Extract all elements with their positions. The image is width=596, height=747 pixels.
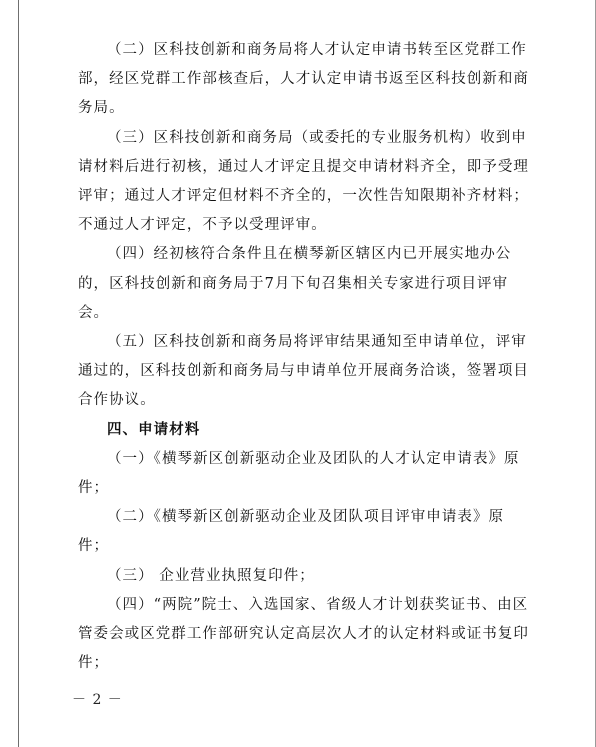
paragraph-3: （三）区科技创新和商务局（或委托的专业服务机构）收到申请材料后进行初核，通过人才评定且提交申请材料齐全，即予受理评审；通过人才评定但材料不齐全的，一次性告知限期补齐材料；不通过人才评定，不予以受理评审。 — [78, 129, 529, 234]
paragraph-4: （四）经初核符合条件且在横琴新区辖区内已开展实地办公的，区科技创新和商务局于7月下旬召集相关专家进行项目评审会。 — [78, 246, 512, 321]
material-item-2: （二）《横琴新区创新驱动企业及团队项目评审申请表》原件； — [78, 509, 505, 555]
paragraph-5: （五）区科技创新和商务局将评审结果通知至申请单位，评审通过的，区科技创新和商务局与申请单位开展商务洽谈，签署项目合作协议。 — [78, 334, 529, 409]
page-number: － 2 － — [72, 692, 123, 708]
material-item-4: （四）“两院”院士、入选国家、省级人才计划获奖证书、由区管委会或区党群工作部研究认定高层次人才的认定材料或证书复印件； — [78, 596, 529, 672]
page-left-border — [18, 0, 19, 747]
document-body — [78, 36, 534, 678]
material-item-3: （三） 企业营业执照复印件； — [107, 567, 315, 584]
paragraph-2: （二）区科技创新和商务局将人才认定申请书转至区党群工作部，经区党群工作部核查后，人才认定申请书返至区科技创新和商务局。 — [78, 42, 529, 117]
material-item-1: （一）《横琴新区创新驱动企业及团队的人才认定申请表》原件； — [78, 450, 520, 497]
section-heading: 四、申请材料 — [107, 421, 201, 438]
